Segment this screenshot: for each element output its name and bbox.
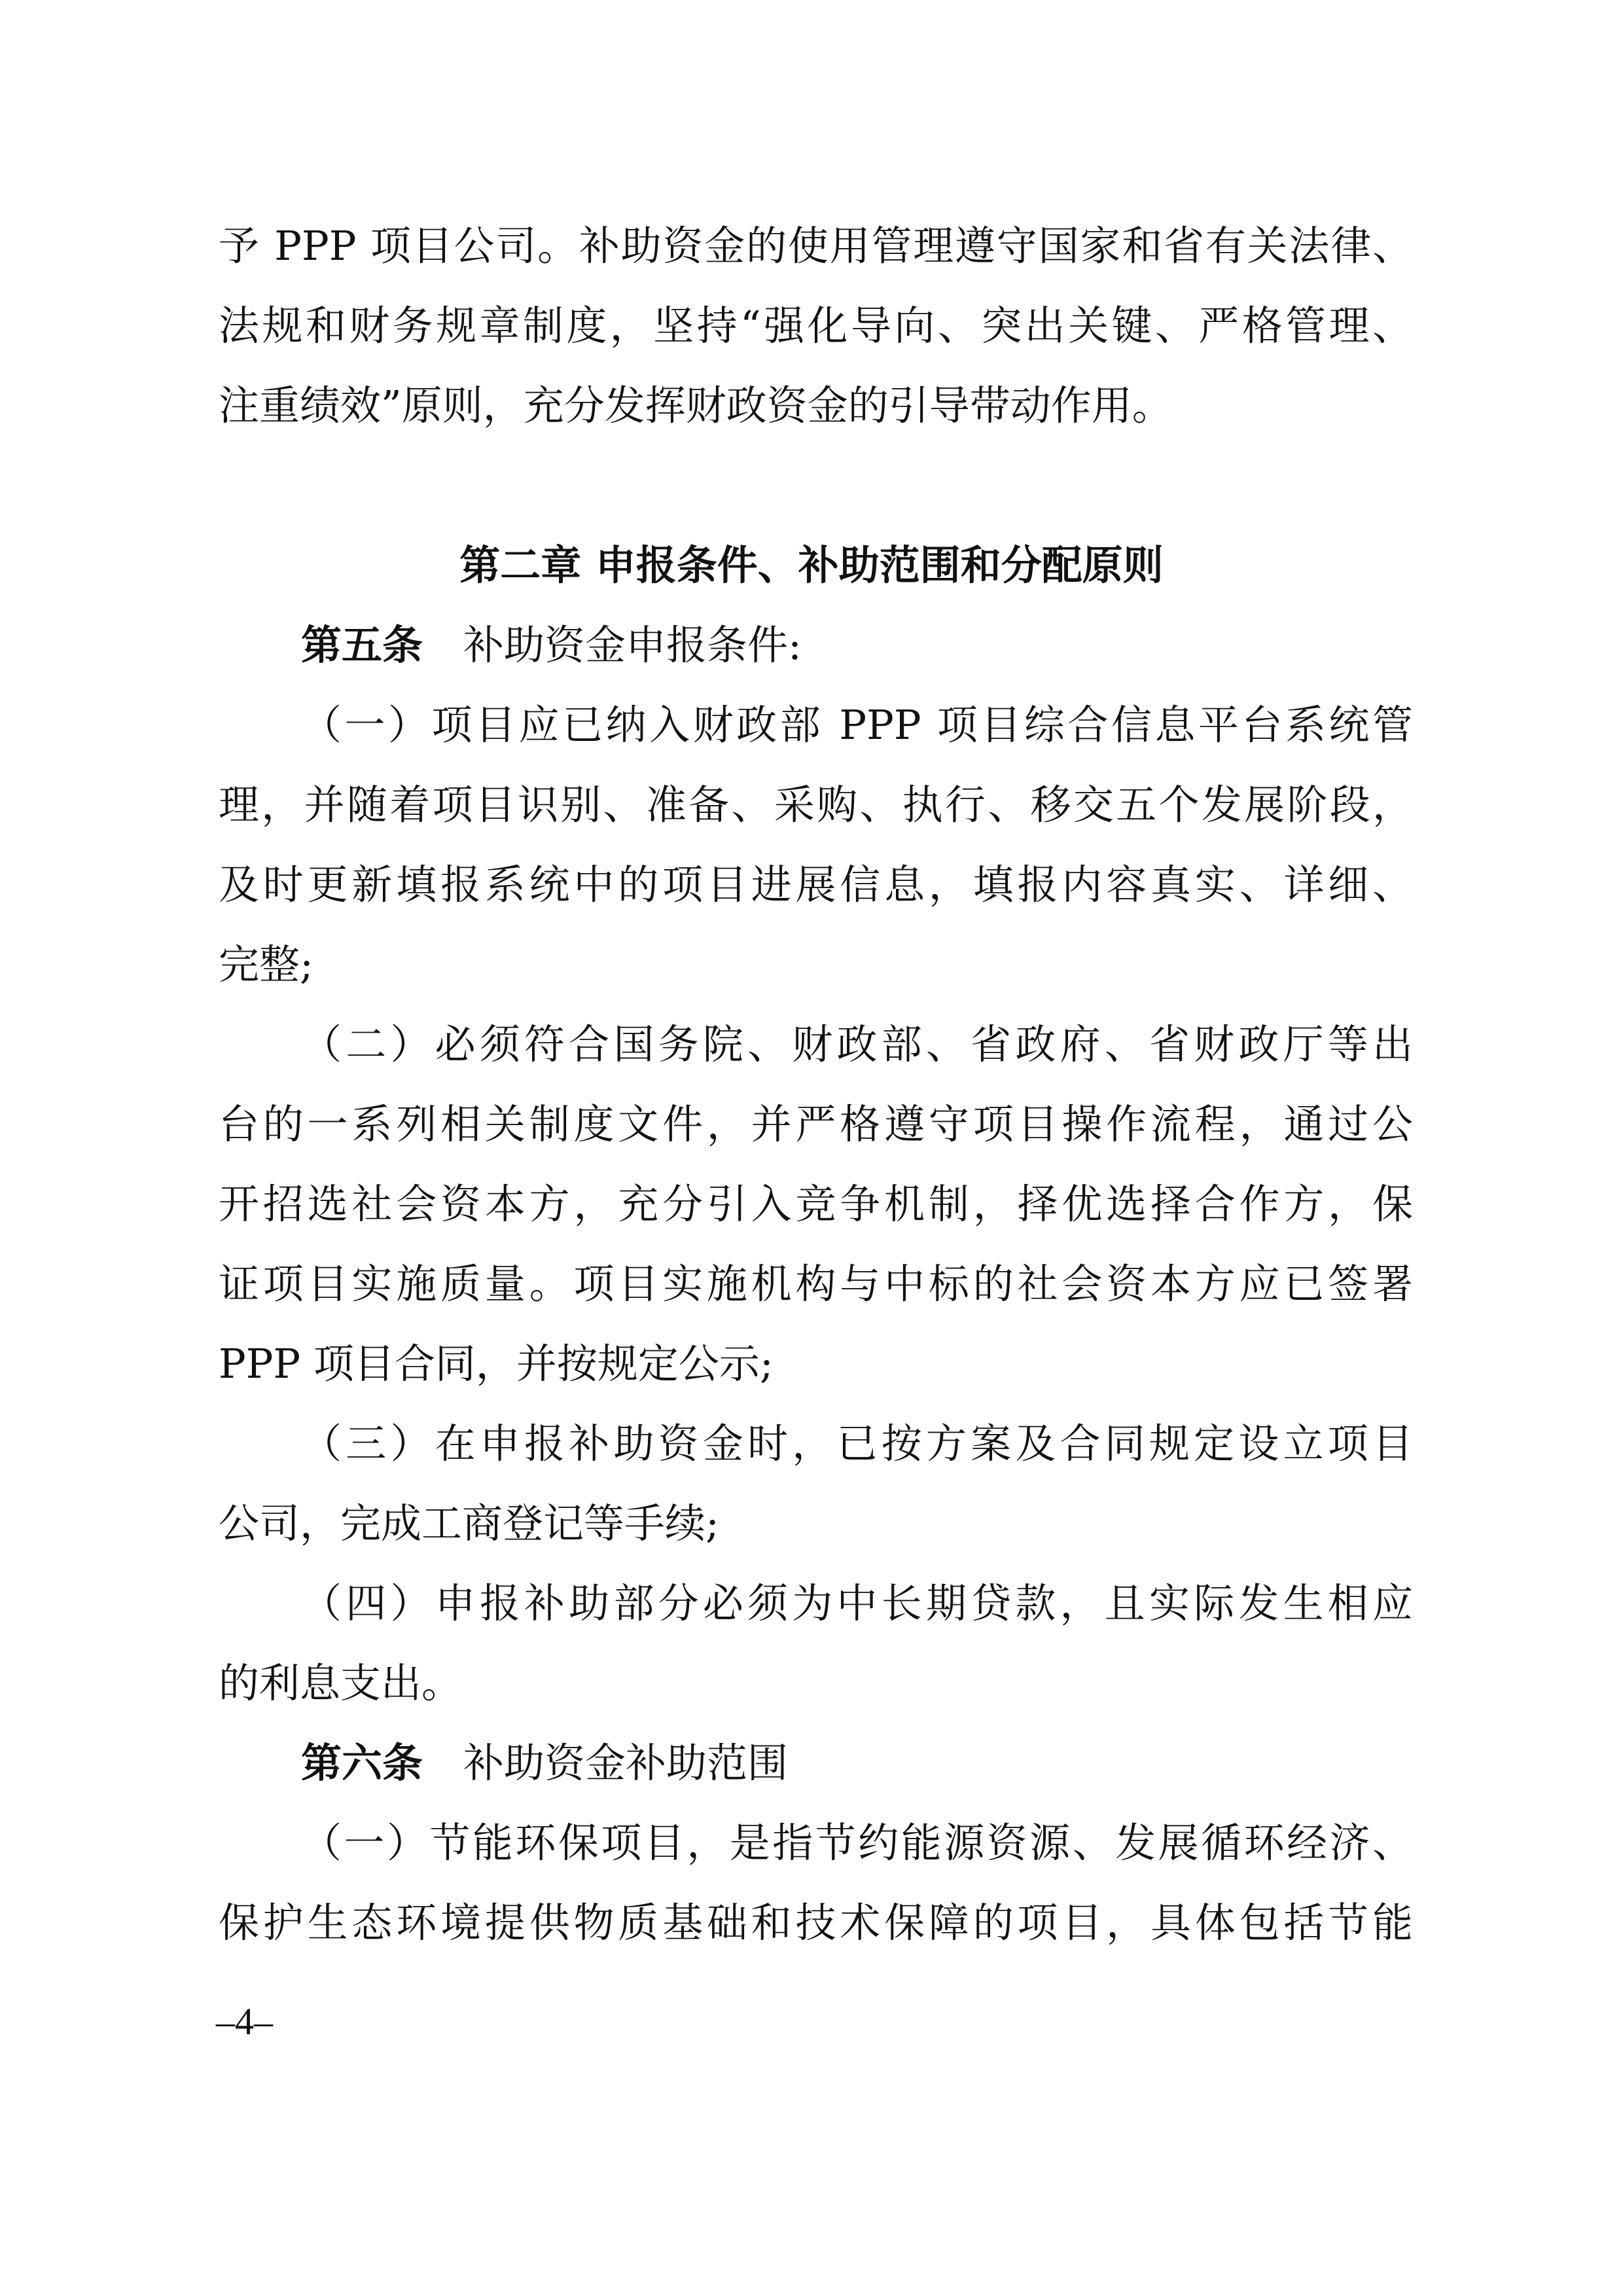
- intro-line-1: 予 PPP 项目公司。补助资金的使用管理遵守国家和省有关法律、: [219, 222, 1413, 270]
- article5-line: [301, 621, 1495, 671]
- article5-item-line-5: （二）必须符合国务院、财政部、省政府、省财政厅等出: [301, 1020, 1413, 1068]
- article5-item-line-2: 理，并随着项目识别、准备、采购、执行、移交五个发展阶段，: [219, 781, 1413, 829]
- article5-text: 补助资金申报条件:: [463, 621, 802, 669]
- article5-item-line-13: 的利息支出。: [219, 1659, 463, 1707]
- article5-title: 第五条: [301, 621, 423, 669]
- intro-line-2: 法规和财务规章制度，坚持“强化导向、突出关键、严格管理、: [219, 302, 1413, 350]
- article5-item-line-4: 完整;: [219, 941, 313, 988]
- article5-item-line-7: 开招选社会资本方，充分引入竞争机制，择优选择合作方，保: [219, 1180, 1413, 1228]
- article6-line: [301, 1739, 1495, 1789]
- article6-title: 第六条: [301, 1739, 423, 1787]
- article6-text: 补助资金补助范围: [463, 1739, 789, 1787]
- article5-item-line-1: （一）项目应已纳入财政部 PPP 项目综合信息平台系统管: [301, 701, 1413, 749]
- article6-item-line-1: （一）节能环保项目，是指节约能源资源、发展循环经济、: [301, 1819, 1413, 1867]
- article6-item-line-2: 保护生态环境提供物质基础和技术保障的项目，具体包括节能: [219, 1899, 1413, 1946]
- article5-item-line-3: 及时更新填报系统中的项目进展信息，填报内容真实、详细、: [219, 861, 1413, 908]
- article5-item-line-6: 台的一系列相关制度文件，并严格遵守项目操作流程，通过公: [219, 1100, 1413, 1148]
- article5-item-line-8: 证项目实施质量。项目实施机构与中标的社会资本方应已签署: [219, 1260, 1413, 1308]
- page-number: –4–: [216, 2000, 273, 2043]
- article5-item-line-12: （四）申报补助部分必须为中长期贷款，且实际发生相应: [301, 1579, 1413, 1627]
- chapter-heading: 第二章 申报条件、补助范围和分配原则: [459, 541, 1164, 589]
- article5-item-line-11: 公司，完成工商登记等手续;: [219, 1499, 719, 1547]
- article5-item-line-9: PPP 项目合同，并按规定公示;: [219, 1340, 774, 1388]
- article5-item-line-10: （三）在申报补助资金时，已按方案及合同规定设立项目: [301, 1420, 1413, 1467]
- intro-line-3: 注重绩效”原则，充分发挥财政资金的引导带动作用。: [219, 382, 1173, 429]
